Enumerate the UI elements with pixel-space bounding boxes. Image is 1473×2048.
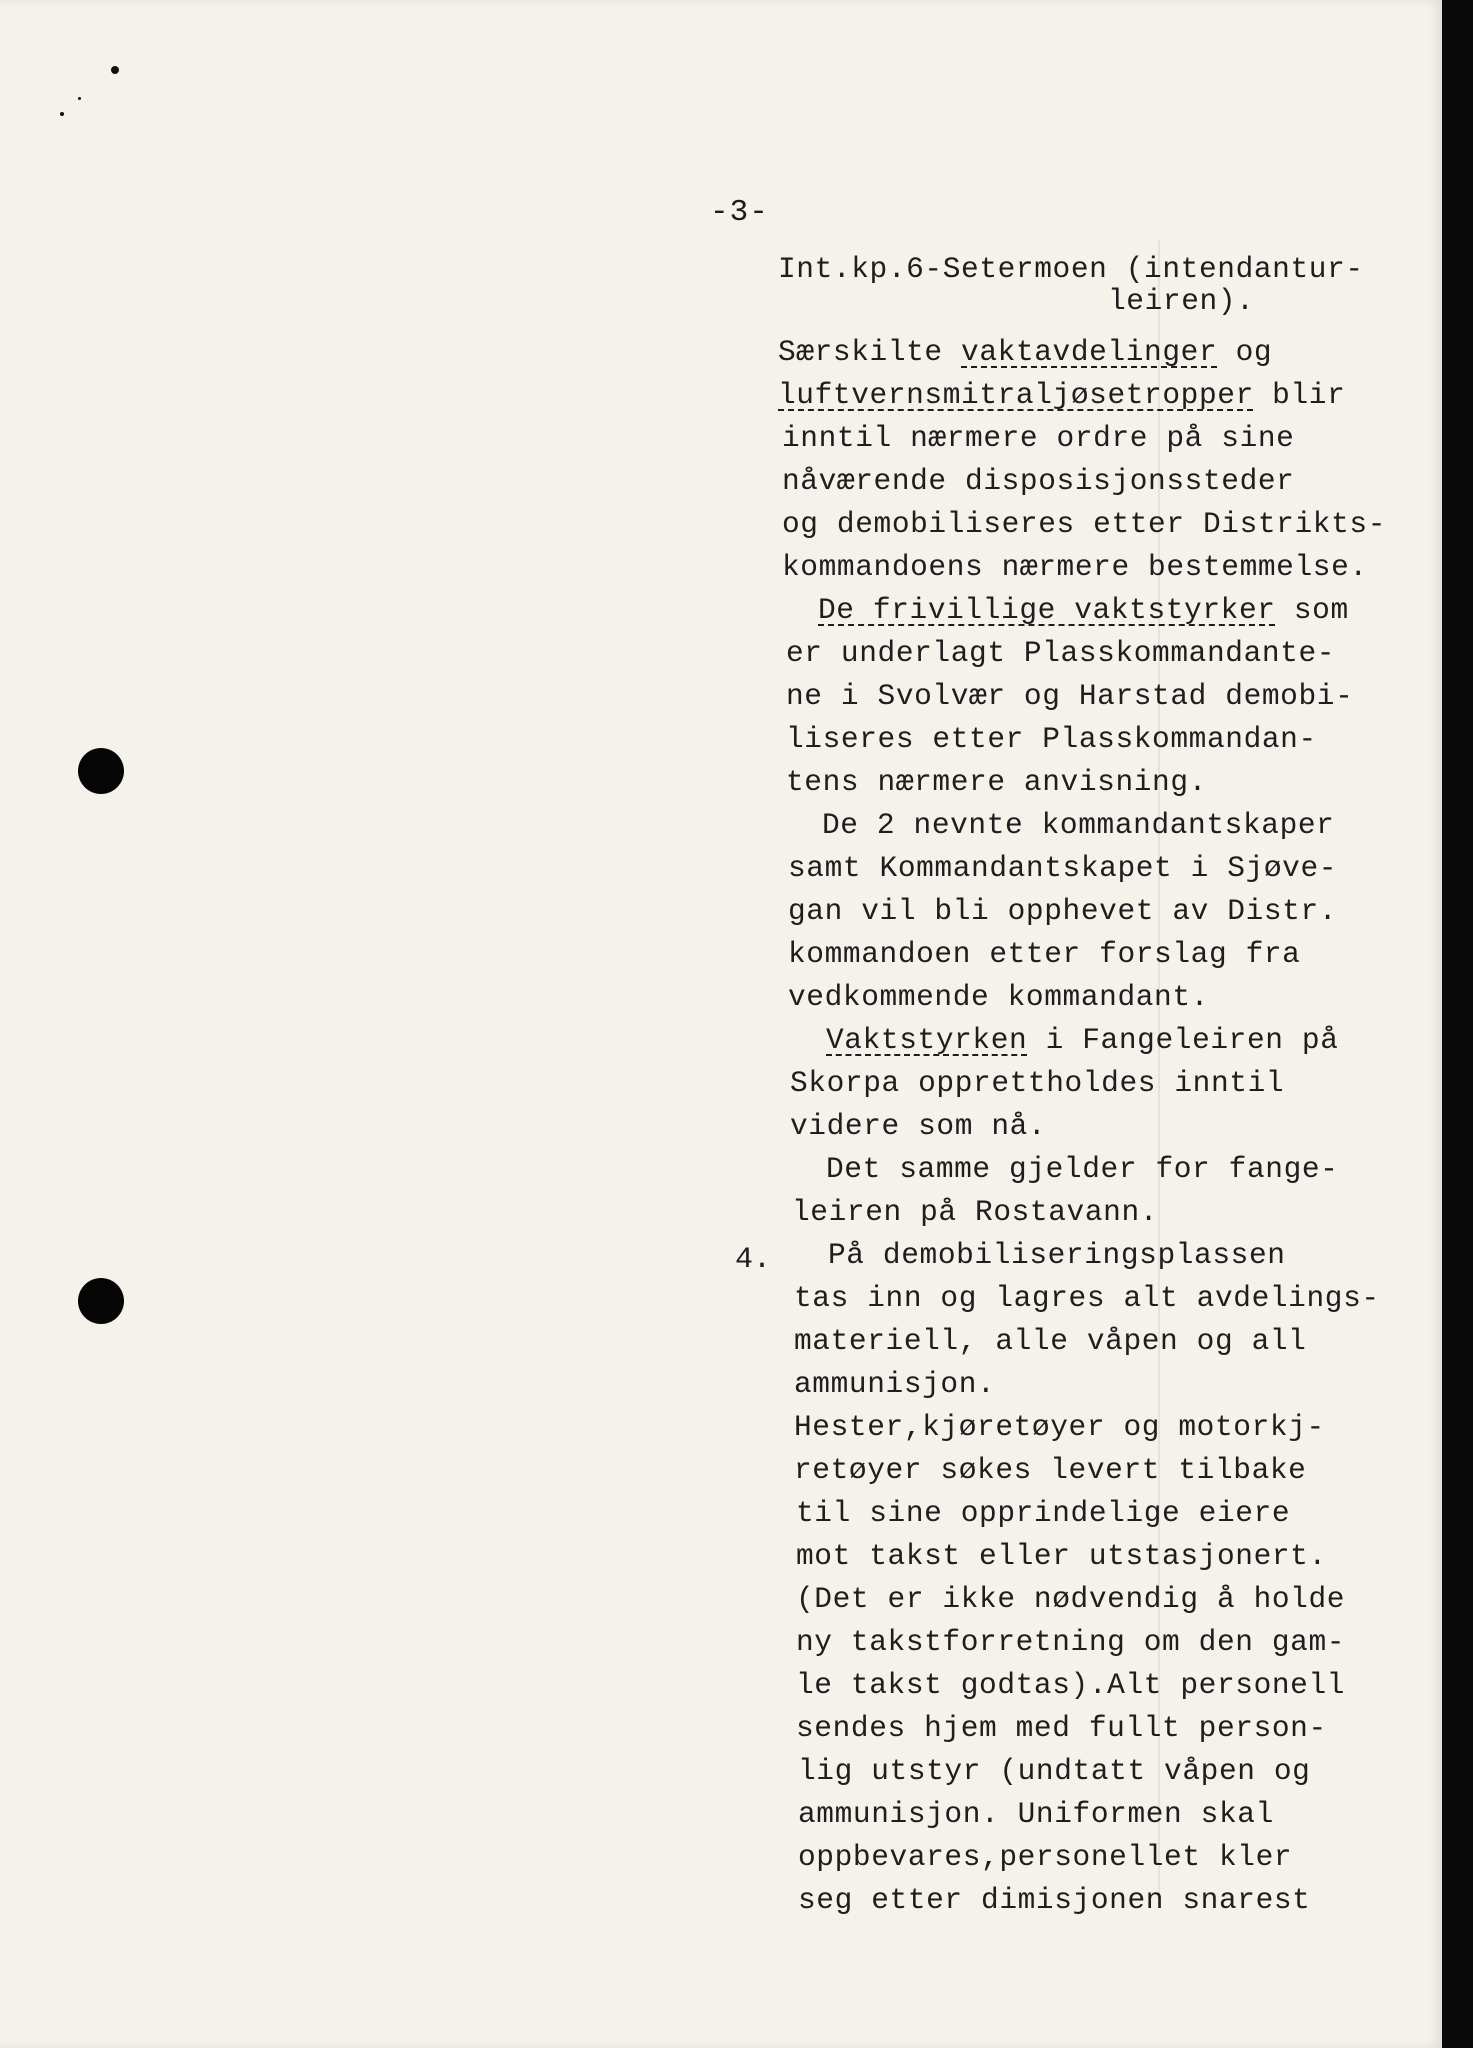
body-line: materiell, alle våpen og all (794, 1324, 1307, 1358)
body-line: retøyer søkes levert tilbake (794, 1453, 1307, 1487)
body-line: ammunisjon. (794, 1367, 996, 1401)
body-line: til sine opprindelige eiere (796, 1496, 1291, 1530)
page-number: -3- (710, 195, 769, 230)
body-line: er underlagt Plasskommandante- (786, 636, 1336, 670)
body-line: kommandoens nærmere bestemmelse. (782, 550, 1368, 584)
body-line: tens nærmere anvisning. (786, 765, 1207, 799)
text-run: som (1275, 593, 1349, 627)
body-line (778, 378, 1346, 412)
body-line: sendes hjem med fullt person- (796, 1711, 1327, 1745)
body-line: ammunisjon. Uniformen skal (798, 1797, 1274, 1831)
body-line: seg etter dimisjonen snarest (798, 1883, 1311, 1917)
body-line (826, 1023, 1339, 1057)
body-line: mot takst eller utstasjonert. (796, 1539, 1327, 1573)
underlined-term: De frivillige vaktstyrker (818, 593, 1276, 627)
body-line (778, 335, 1273, 369)
ink-speck (111, 66, 119, 74)
punch-hole (78, 748, 124, 794)
body-line (818, 593, 1349, 627)
body-line: Hester,kjøretøyer og motorkj- (794, 1410, 1325, 1444)
body-line: ne i Svolvær og Harstad demobi- (786, 679, 1354, 713)
body-line: tas inn og lagres alt avdelings- (794, 1281, 1380, 1315)
ink-speck (60, 112, 64, 116)
body-line: vedkommende kommandant. (788, 980, 1209, 1014)
body-line: nåværende disposisjonssteder (782, 464, 1295, 498)
underlined-term: vaktavdelinger (961, 335, 1218, 369)
body-line: le takst godtas).Alt personell (796, 1668, 1346, 1702)
text-run: og (1217, 335, 1273, 369)
body-line: leiren på Rostavann. (792, 1195, 1159, 1229)
body-line: inntil nærmere ordre på sine (782, 421, 1295, 455)
body-line: og demobiliseres etter Distrikts- (782, 507, 1386, 541)
body-line: lig utstyr (undtatt våpen og (798, 1754, 1311, 1788)
body-line: gan vil bli opphevet av Distr. (788, 894, 1338, 928)
body-line: videre som nå. (790, 1109, 1047, 1143)
body-line: De 2 nevnte kommandantskaper (822, 808, 1335, 842)
body-line: På demobiliseringsplassen (828, 1238, 1286, 1272)
body-line: liseres etter Plasskommandan- (786, 722, 1317, 756)
punch-hole (78, 1278, 124, 1324)
heading-line: leiren). (1108, 284, 1255, 318)
body-line: Skorpa opprettholdes inntil (790, 1066, 1285, 1100)
ink-speck (78, 97, 81, 100)
body-line: oppbevares,personellet kler (798, 1840, 1293, 1874)
text-run: blir (1253, 378, 1346, 412)
item-number: 4. (735, 1243, 772, 1277)
underlined-term: Vaktstyrken (826, 1023, 1028, 1057)
text-run: i Fangeleiren på (1027, 1023, 1339, 1057)
body-line: kommandoen etter forslag fra (788, 937, 1301, 971)
body-line: samt Kommandantskapet i Sjøve- (788, 851, 1338, 885)
text-run: Særskilte (778, 335, 962, 369)
body-line: ny takstforretning om den gam- (796, 1625, 1346, 1659)
body-line: Det samme gjelder for fange- (826, 1152, 1339, 1186)
underlined-term: luftvernsmitraljøsetropper (778, 378, 1254, 412)
body-line: (Det er ikke nødvendig å holde (796, 1582, 1346, 1616)
heading-line: Int.kp.6-Setermoen (intendantur- (778, 252, 1364, 286)
